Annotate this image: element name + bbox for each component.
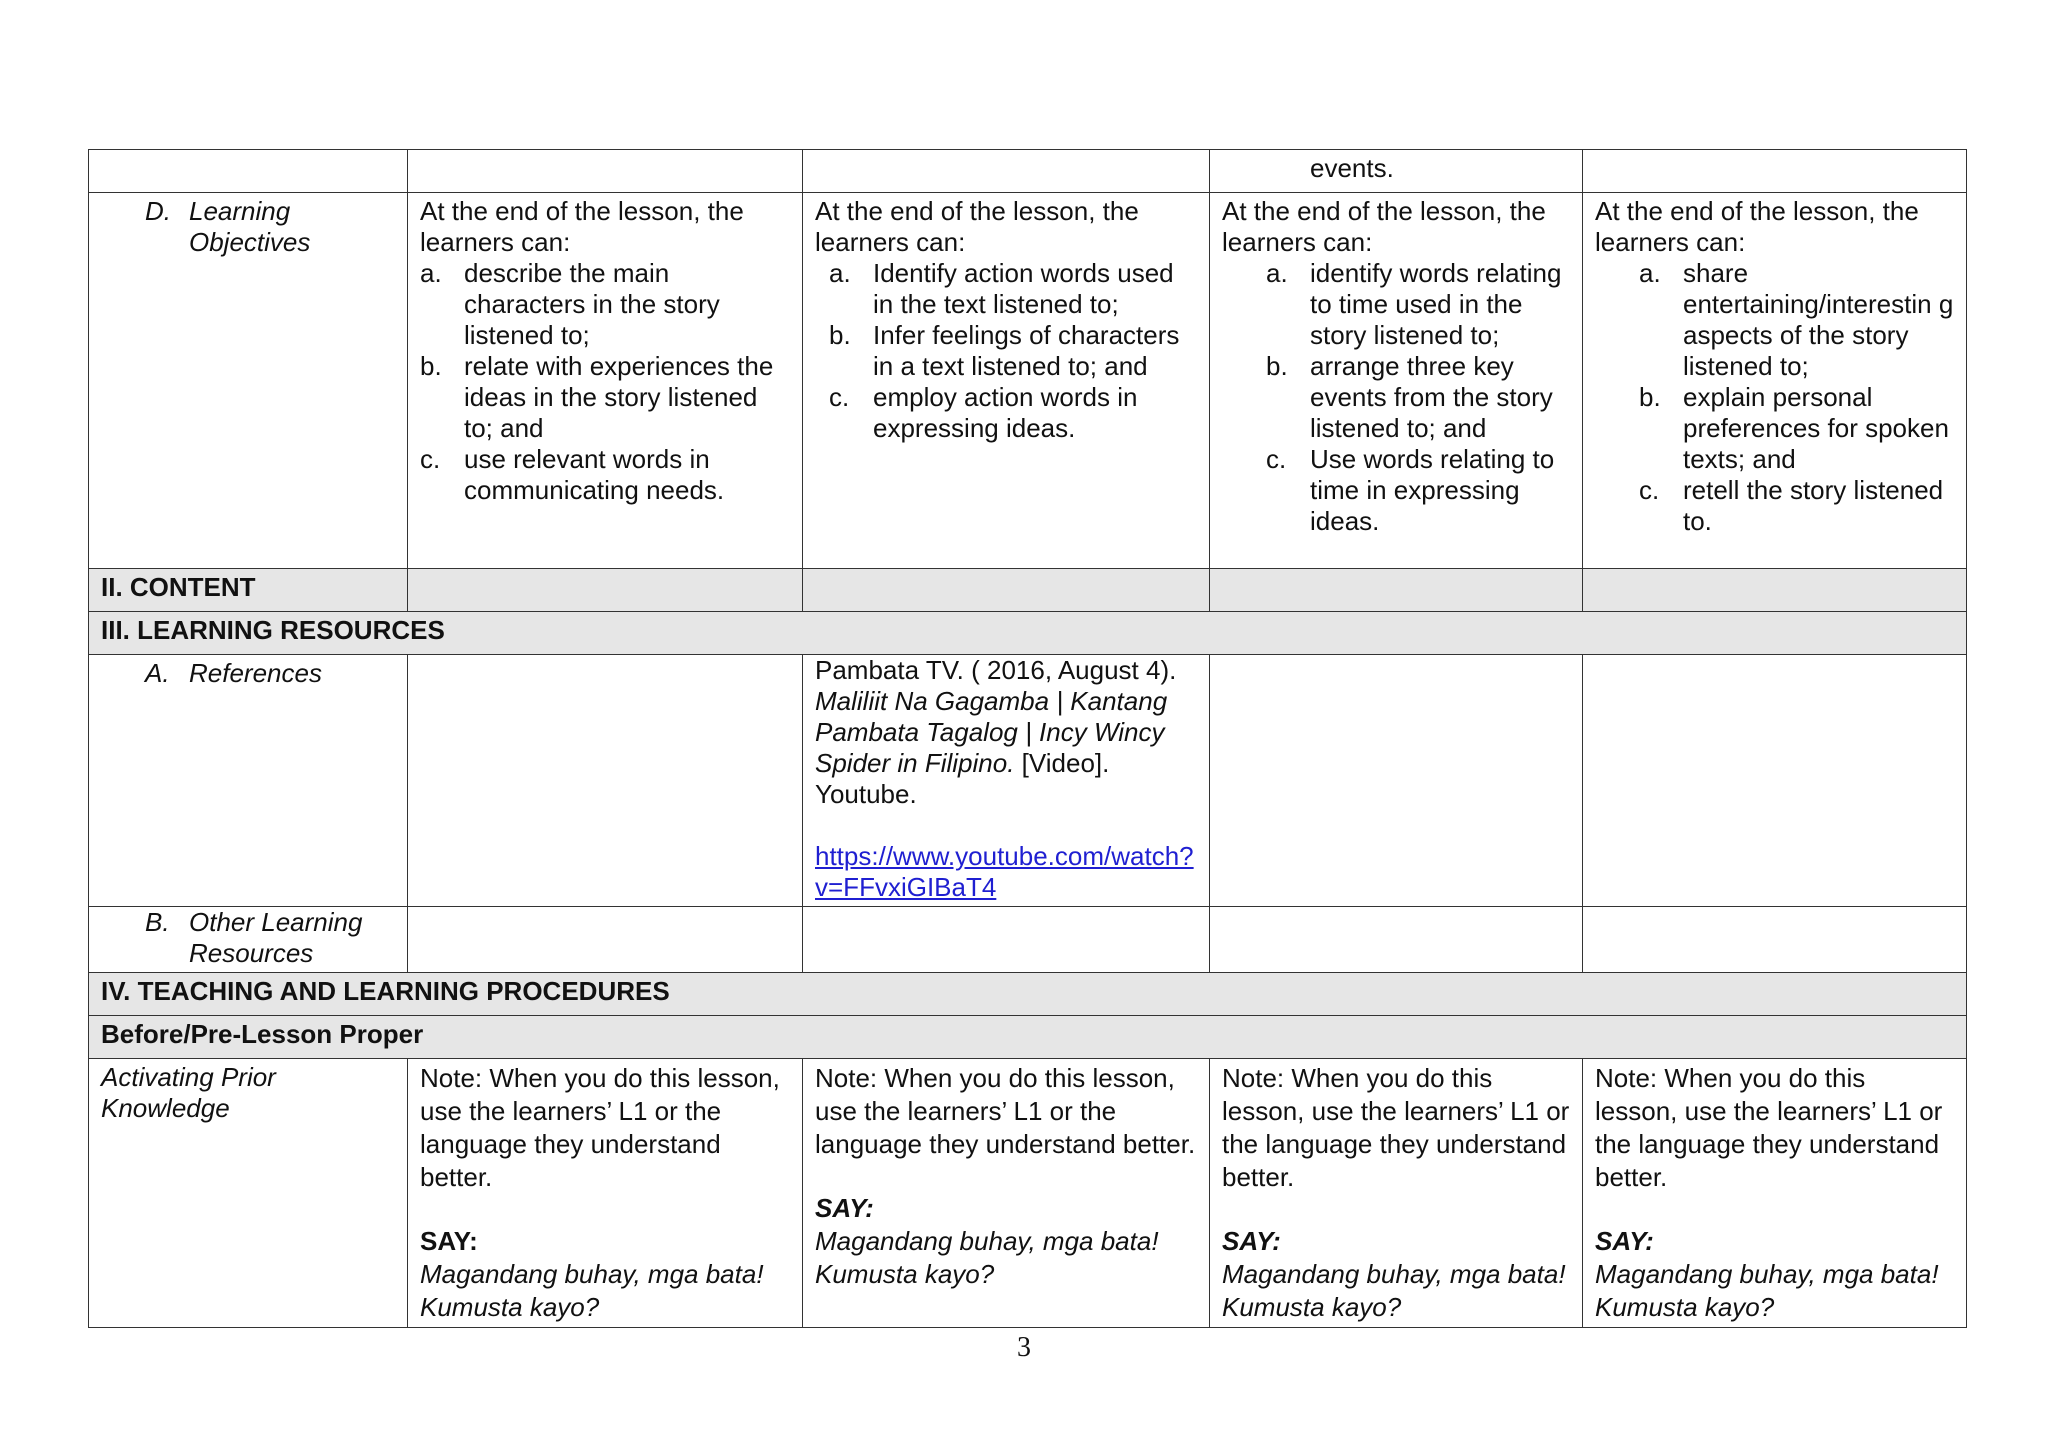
greeting-text: Magandang buhay, mga bata! Kumusta kayo? [815, 1226, 1159, 1289]
list-item: b. Infer feelings of characters in a text listened to; and [829, 320, 1180, 381]
list-item: a. Identify action words used in the text listened to; [829, 258, 1174, 319]
table-row [89, 1016, 1967, 1059]
greeting-text: Magandang buhay, mga bata! Kumusta kayo? [1222, 1259, 1566, 1322]
prelesson-header: Before/Pre-Lesson Proper [89, 1016, 1967, 1059]
list-item: b. explain personal preferences for spoken texts; and [1639, 382, 1949, 474]
events-continuation: events. [1310, 153, 1394, 183]
content-header: II. CONTENT [89, 569, 408, 612]
objectives-label: D. Learning Objectives [145, 196, 311, 257]
reference-video-link[interactable]: https://www.youtube.com/watch?v=FFvxiGIBaT4 [815, 841, 1194, 902]
list-item: c. employ action words in expressing ideas. [829, 382, 1138, 443]
table-row [89, 655, 1967, 907]
table-row [89, 569, 1967, 612]
objectives-intro: At the end of the lesson, the learners can: [1595, 196, 1919, 257]
list-item: b. arrange three key events from the story listened to; and [1266, 351, 1553, 443]
objectives-list-day2 [815, 258, 1197, 444]
page-number: 3 [1017, 1332, 1031, 1363]
reference-citation: Pambata TV. ( 2016, August 4). Maliliit Na Gagamba | Kantang Pambata Tagalog | Incy Wincy Spider in Filipino. [Video]. Youtube. [815, 655, 1177, 809]
table-row [89, 612, 1967, 655]
lesson-note: Note: When you do this lesson, use the learners’ L1 or the language they understand better. [1595, 1063, 1943, 1192]
objectives-list-day4 [1595, 258, 1954, 537]
table-row [89, 193, 1967, 569]
learning-resources-header: III. LEARNING RESOURCES [89, 612, 1967, 655]
objectives-intro: At the end of the lesson, the learners can: [1222, 196, 1546, 257]
objectives-intro: At the end of the lesson, the learners can: [815, 196, 1139, 257]
say-label: SAY: [420, 1226, 478, 1256]
prior-knowledge-label: Activating Prior Knowledge [101, 1062, 276, 1123]
greeting-text: Magandang buhay, mga bata! Kumusta kayo? [1595, 1259, 1939, 1322]
say-label: SAY: [1595, 1226, 1654, 1256]
greeting-text: Magandang buhay, mga bata! Kumusta kayo? [420, 1259, 764, 1322]
other-resources-label: B. Other Learning Resources [145, 907, 363, 968]
objectives-list-day1 [420, 258, 790, 506]
table-row [89, 907, 1967, 973]
objectives-list-day3 [1222, 258, 1570, 537]
list-item: a. describe the main characters in the story listened to; [420, 258, 720, 350]
table-row [89, 973, 1967, 1016]
table-row [89, 150, 1967, 193]
objectives-intro: At the end of the lesson, the learners can: [420, 196, 744, 257]
table-row [89, 1059, 1967, 1328]
procedures-header: IV. TEACHING AND LEARNING PROCEDURES [89, 973, 1967, 1016]
list-item: a. share entertaining/interestin g aspects of the story listened to; [1639, 258, 1954, 381]
lesson-note: Note: When you do this lesson, use the learners’ L1 or the language they understand better. [815, 1063, 1196, 1159]
list-item: c. retell the story listened to. [1639, 475, 1944, 536]
list-item: b. relate with experiences the ideas in the story listened to; and [420, 351, 774, 443]
list-item: a. identify words relating to time used in the story listened to; [1266, 258, 1562, 350]
lesson-plan-table [88, 149, 1967, 1328]
list-item: c. use relevant words in communicating needs. [420, 444, 725, 505]
references-label: A. References [145, 658, 322, 688]
lesson-note: Note: When you do this lesson, use the learners’ L1 or the language they understand better. [1222, 1063, 1570, 1192]
say-label: SAY: [815, 1193, 874, 1223]
say-label: SAY: [1222, 1226, 1281, 1256]
lesson-note: Note: When you do this lesson, use the learners’ L1 or the language they understand better. [420, 1063, 780, 1192]
list-item: c. Use words relating to time in expressing ideas. [1266, 444, 1555, 536]
